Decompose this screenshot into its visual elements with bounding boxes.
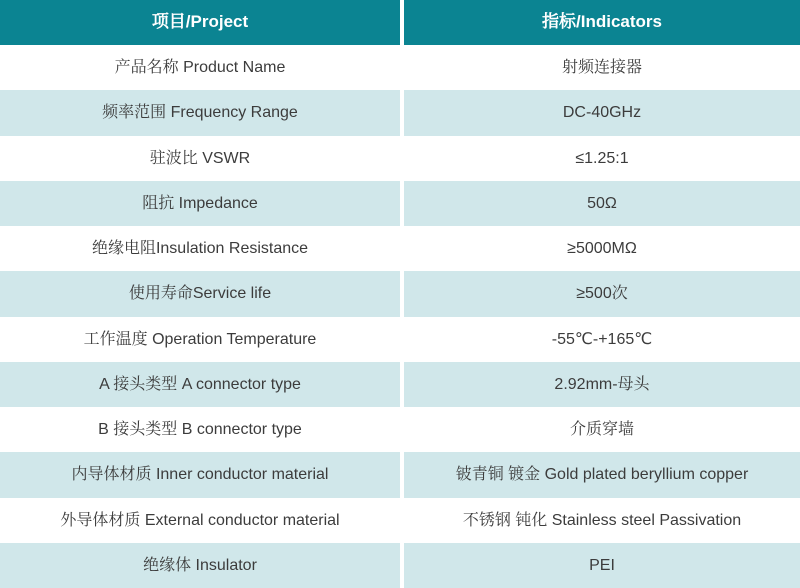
indicator-cell: 2.92mm-母头 bbox=[404, 362, 800, 407]
project-cell: 驻波比 VSWR bbox=[0, 136, 400, 181]
indicator-cell: 不锈钢 钝化 Stainless steel Passivation bbox=[404, 498, 800, 543]
indicator-cell: -55℃-+165℃ bbox=[404, 317, 800, 362]
table-row bbox=[0, 362, 800, 407]
table-row bbox=[0, 407, 800, 452]
table-row bbox=[0, 452, 800, 497]
project-cell: 使用寿命Service life bbox=[0, 271, 400, 316]
project-cell: 绝缘电阻Insulation Resistance bbox=[0, 226, 400, 271]
header-row bbox=[0, 0, 800, 45]
table-row bbox=[0, 498, 800, 543]
header-cell-project: 项目/Project bbox=[0, 0, 400, 45]
indicator-cell: ≥5000MΩ bbox=[404, 226, 800, 271]
table-row bbox=[0, 317, 800, 362]
project-cell: 产品名称 Product Name bbox=[0, 45, 400, 90]
table-row bbox=[0, 90, 800, 135]
project-cell: 阻抗 Impedance bbox=[0, 181, 400, 226]
indicator-cell: ≤1.25:1 bbox=[404, 136, 800, 181]
project-cell: 绝缘体 Insulator bbox=[0, 543, 400, 588]
table-row bbox=[0, 181, 800, 226]
table-row bbox=[0, 136, 800, 181]
project-cell: 内导体材质 Inner conductor material bbox=[0, 452, 400, 497]
project-cell: 频率范围 Frequency Range bbox=[0, 90, 400, 135]
table-row bbox=[0, 271, 800, 316]
indicator-cell: 介质穿墙 bbox=[404, 407, 800, 452]
table-row bbox=[0, 226, 800, 271]
header-cell-indicators: 指标/Indicators bbox=[404, 0, 800, 45]
indicator-cell: ≥500次 bbox=[404, 271, 800, 316]
project-cell: A 接头类型 A connector type bbox=[0, 362, 400, 407]
indicator-cell: DC-40GHz bbox=[404, 90, 800, 135]
table-row bbox=[0, 543, 800, 588]
project-cell: 工作温度 Operation Temperature bbox=[0, 317, 400, 362]
project-cell: B 接头类型 B connector type bbox=[0, 407, 400, 452]
table-row bbox=[0, 45, 800, 90]
indicator-cell: 铍青铜 镀金 Gold plated beryllium copper bbox=[404, 452, 800, 497]
indicator-cell: PEI bbox=[404, 543, 800, 588]
project-cell: 外导体材质 External conductor material bbox=[0, 498, 400, 543]
indicator-cell: 50Ω bbox=[404, 181, 800, 226]
indicator-cell: 射频连接器 bbox=[404, 45, 800, 90]
